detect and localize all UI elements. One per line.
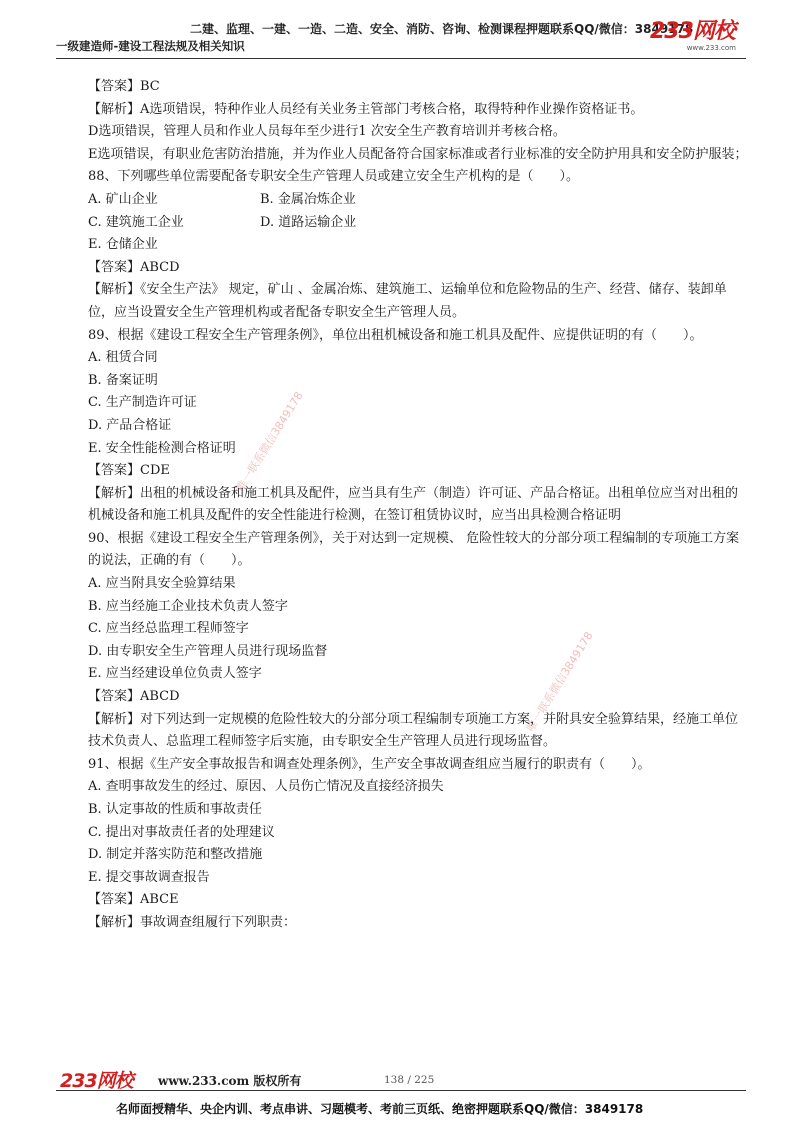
option-e: E. 提交事故调查报告 bbox=[88, 869, 210, 885]
question-90: 90、根据《建设工程安全生产管理条例》，关于对达到一定规模、 危险性较大的分部分项工程编制的专项施工方案的说法，正确的有（ ）。 bbox=[88, 530, 740, 569]
option-a: A. 查明事故发生的经过、原因、人员伤亡情况及直接经济损失 bbox=[88, 779, 444, 795]
analysis-line: 【解析】对下列达到一定规模的危险性较大的分部分项工程编制专项施工方案，并附具安全验算结果，经施工单位技术负责人、总监理工程师签字后实施，由专职安全生产管理人员进行现场监督。 bbox=[88, 711, 739, 750]
page-number: 138 / 225 bbox=[384, 1074, 435, 1086]
answer-line: 【答案】ABCE bbox=[88, 892, 179, 908]
option-b: B. 应当经施工企业技术负责人签字 bbox=[88, 598, 288, 614]
option-d: D. 制定并落实防范和整改措施 bbox=[88, 847, 263, 863]
footer-logo[interactable]: 233网校 bbox=[60, 1070, 133, 1092]
answer-line: 【答案】CDE bbox=[88, 463, 170, 479]
option-e: E. 安全性能检测合格证明 bbox=[88, 440, 236, 456]
options-row bbox=[70, 212, 750, 235]
footer-divider bbox=[56, 1090, 746, 1091]
analysis-line: 【解析】《安全生产法》 规定，矿山 、金属冶炼、建筑施工、运输单位和危险物品的生产、经营、储存、装卸单位，应当设置安全生产管理机构或者配备专职安全生产管理人员。 bbox=[88, 282, 727, 320]
option-d: D. 由专职安全生产管理人员进行现场监督 bbox=[88, 643, 328, 659]
footer-site[interactable]: www.233.com 版权所有 bbox=[158, 1074, 302, 1088]
option-e: E. 仓储企业 bbox=[88, 237, 158, 253]
option-a: A. 租赁合同 bbox=[88, 350, 158, 366]
option-c: C. 建筑施工企业 bbox=[88, 214, 184, 230]
option-c: C. 应当经总监理工程师签字 bbox=[88, 621, 249, 637]
analysis-line: 【解析】出租的机械设备和施工机具及配件，应当具有生产（制造）许可证、产品合格证。出租单位应当对出租的机械设备和施工机具及配件的安全性能进行检测，在签订租赁协议时，应当出具检测合格证明 bbox=[88, 485, 739, 524]
option-b: B. 备案证明 bbox=[88, 372, 158, 388]
option-b: B. 金属冶炼企业 bbox=[260, 191, 356, 207]
option-a: A. 应当附具安全验算结果 bbox=[88, 576, 236, 592]
answer-line: 【答案】ABCD bbox=[88, 689, 180, 705]
brand-logo[interactable] bbox=[650, 20, 742, 58]
page-content bbox=[70, 76, 750, 935]
footer-contact-line: 名师面授精华、央企内训、考点串讲、习题模考、考前三页纸、绝密押题联系QQ/微信：3849178 bbox=[116, 1102, 644, 1116]
document-subtitle: 一级建造师-建设工程法规及相关知识 bbox=[56, 39, 245, 53]
logo-text: 233网校 bbox=[650, 19, 735, 44]
analysis-line: D选项错误，管理人员和作业人员每年至少进行1 次安全生产教育培训并考核合格。 bbox=[88, 124, 566, 140]
options-row bbox=[70, 189, 750, 212]
option-d: D. 产品合格证 bbox=[88, 417, 172, 433]
watermark: 唯一联系微信3849178 bbox=[523, 629, 596, 734]
analysis-line: 【解析】A选项错误，特种作业人员经有关业务主管部门考核合格，取得特种作业操作资格证书。 bbox=[88, 101, 644, 117]
question-91: 91、根据《生产安全事故报告和调查处理条例》，生产安全事故调查组应当履行的职责有（ ）。 bbox=[88, 756, 651, 772]
option-c: C. 生产制造许可证 bbox=[88, 395, 197, 411]
option-c: C. 提出对事故责任者的处理建议 bbox=[88, 824, 275, 840]
header-divider bbox=[56, 58, 746, 59]
option-e: E. 应当经建设单位负责人签字 bbox=[88, 666, 262, 682]
option-d: D. 道路运输企业 bbox=[260, 214, 357, 230]
watermark: 唯一联系微信3849178 bbox=[233, 389, 306, 494]
analysis-line: E选项错误，有职业危害防治措施，并为作业人员配备符合国家标准或者行业标准的安全防护用具和安全防护服装； bbox=[88, 146, 748, 162]
question-88: 88、下列哪些单位需要配备专职安全生产管理人员或建立安全生产机构的是（ ）。 bbox=[88, 169, 580, 185]
option-b: B. 认定事故的性质和事故责任 bbox=[88, 802, 262, 817]
question-89: 89、根据《建设工程安全生产管理条例》，单位出租机械设备和施工机具及配件、应提供证明的有（ ）。 bbox=[88, 327, 703, 343]
answer-line: 【答案】ABCD bbox=[88, 259, 180, 275]
header-contact-line: 二建、监理、一建、一造、二造、安全、消防、咨询、检测课程押题联系QQ/微信：3849178 bbox=[190, 22, 694, 36]
logo-url: www.233.com bbox=[686, 44, 736, 52]
option-a: A. 矿山企业 bbox=[88, 191, 158, 207]
answer-line: 【答案】BC bbox=[88, 79, 160, 94]
analysis-line: 【解析】事故调查组履行下列职责： bbox=[88, 914, 297, 930]
